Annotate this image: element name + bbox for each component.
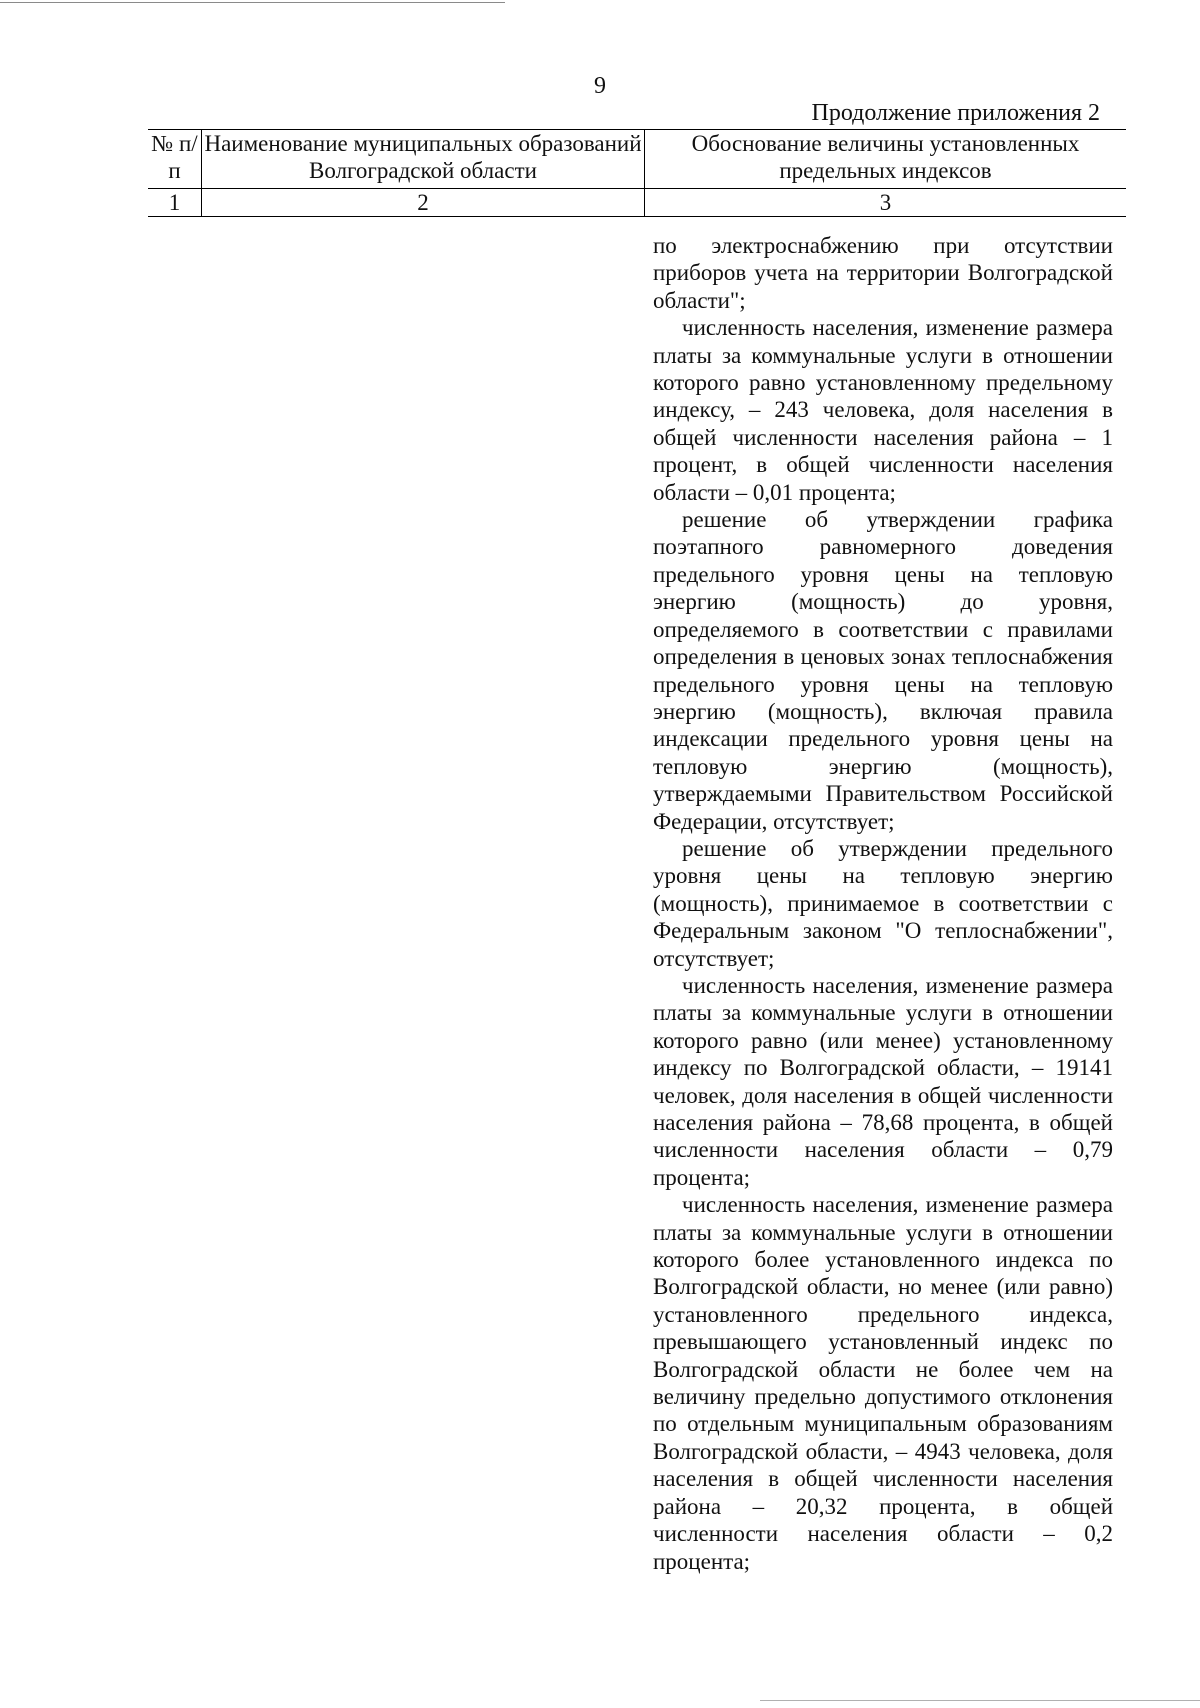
scan-edge-top [0,2,505,3]
column-number-2: 2 [202,189,645,217]
header-justification: Обоснование величины установленных предельных индексов [645,130,1127,189]
paragraph: численность населения, изменение размера платы за коммунальные услуги в отношении которого равно (или менее) установленному индексу по Волгоградской области, – 19141 человек, доля населения в общей численности населения района – 78,68 процента, в общей численности населения области – 0,79 процента; [653,972,1113,1190]
paragraph: решение об утверждении предельного уровня цены на тепловую энергию (мощность), принимаемое в соответствии с Федеральным законом "О теплоснабжении", отсутствует; [653,835,1113,971]
paragraph: решение об утверждении графика поэтапного равномерного доведения предельного уровня цены на тепловую энергию (мощность) до уровня, определяемого в соответствии с правилами определения в ценовых зонах теплоснабжения предельного уровня цены на тепловую энергию (мощность), включая правила индексации предельного уровня цены на тепловую энергию (мощность), утверждаемыми Правительством Российской Федерации, отсутствует; [653,507,1113,834]
appendix-table [148,129,1126,217]
column-number-1: 1 [148,189,202,217]
paragraph: численность населения, изменение размера платы за коммунальные услуги в отношении которого более установленного индекса по Волгоградской области, но менее (или равно) установленного предельного индекса, превышающего установленный индекс по Волгоградской области не более чем на величину предельно допустимого отклонения по отдельным муниципальным образованиям Волгоградской области, – 4943 человека, доля населения в общей численности населения района – 20,32 процента, в общей численности населения области – 0,2 процента; [653,1192,1113,1574]
scan-edge-bottom [760,1700,1200,1701]
page-number: 9 [594,73,606,99]
paragraph: численность населения, изменение размера платы за коммунальные услуги в отношении которого равно установленному предельному индексу, – 243 человека, доля населения в общей численности населения района – 1 процент, в общей численности населения области – 0,01 процента; [653,315,1113,505]
table-header-row [148,130,1126,189]
header-number: № п/п [148,130,202,189]
header-municipality: Наименование муниципальных образований Волгоградской области [202,130,645,189]
column-number-row [148,189,1126,217]
justification-text [653,232,1113,1575]
paragraph: по электроснабжению при отсутствии приборов учета на территории Волгоградской области"; [653,233,1113,313]
column-number-3: 3 [645,189,1127,217]
continuation-label: Продолжение приложения 2 [811,100,1100,126]
